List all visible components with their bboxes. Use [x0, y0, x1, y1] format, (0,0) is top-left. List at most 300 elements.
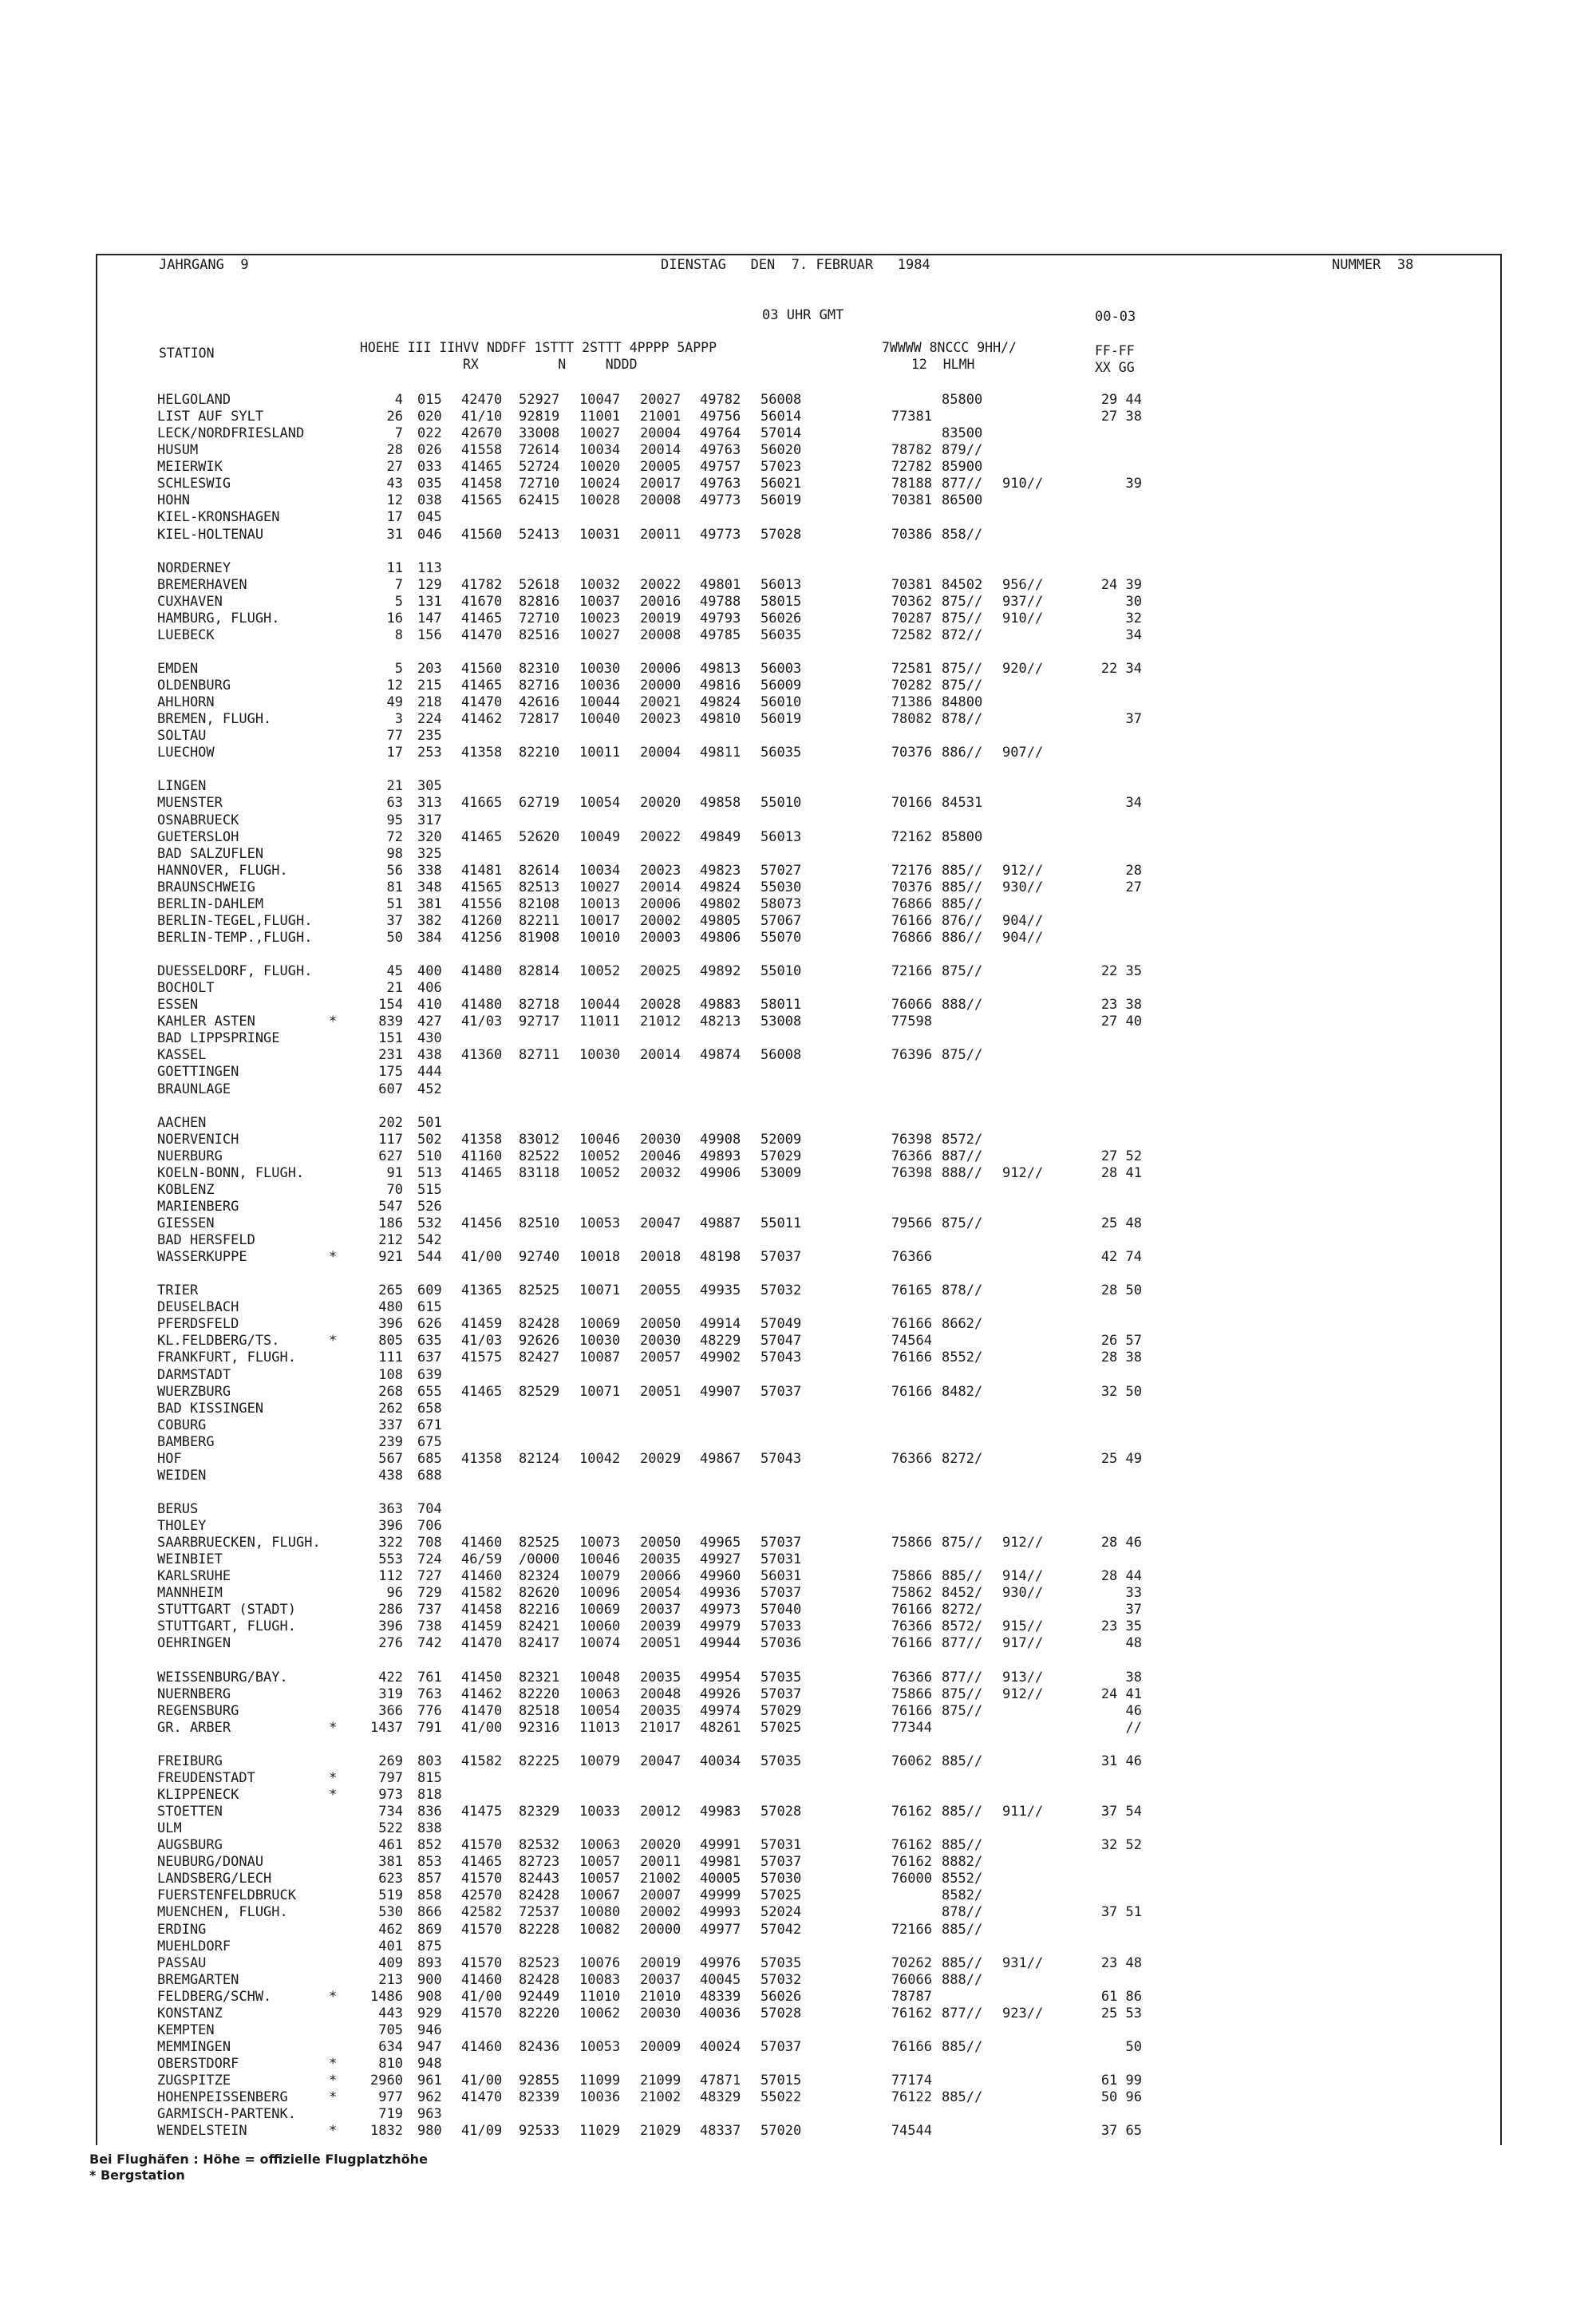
- table-row: [0, 745, 1197, 761]
- group-nddff: 82443: [519, 1871, 560, 1887]
- group-8nccc: 875//: [942, 1686, 983, 1702]
- group-9hh: 912//: [1002, 1164, 1044, 1181]
- group-2sttt: 20066: [640, 1568, 681, 1585]
- group-2sttt: 20019: [640, 1954, 681, 1971]
- altitude: 96: [386, 1585, 403, 1602]
- station-name: DARMSTADT: [157, 1366, 231, 1383]
- group-4pppp: 40036: [700, 2005, 741, 2021]
- group-9hh: 910//: [1002, 476, 1044, 492]
- group-2sttt: 20025: [640, 963, 681, 979]
- group-8nccc: 8572/: [942, 1131, 983, 1148]
- group-7wwww: 76166: [891, 1635, 932, 1652]
- station-name: BERLIN-TEMP.,FLUGH.: [157, 929, 313, 946]
- altitude: 231: [378, 1047, 403, 1064]
- group-4pppp: 49983: [700, 1804, 741, 1820]
- table-row: [0, 1922, 1197, 1938]
- altitude: 175: [378, 1064, 403, 1081]
- table-row: [0, 1165, 1197, 1182]
- altitude: 322: [378, 1535, 403, 1551]
- group-nddff: 82525: [519, 1282, 560, 1299]
- altitude: 63: [386, 795, 403, 812]
- group-5appp: 53008: [760, 1014, 802, 1030]
- altitude: 5: [394, 593, 403, 610]
- group-nddff: 82421: [519, 1618, 560, 1635]
- group-7wwww: 76166: [891, 1702, 932, 1719]
- station-name: HOF: [157, 1450, 182, 1467]
- group-5appp: 57067: [760, 912, 802, 929]
- group-5appp: 57031: [760, 1551, 802, 1568]
- group-nddff: 82417: [519, 1635, 560, 1652]
- group-4pppp: 49782: [700, 392, 741, 408]
- group-8nccc: 885//: [942, 1804, 983, 1820]
- altitude: 111: [378, 1350, 403, 1366]
- altitude: 438: [378, 1467, 403, 1484]
- altitude: 112: [378, 1568, 403, 1585]
- station-name: REGENSBURG: [157, 1702, 239, 1719]
- group-5appp: 58073: [760, 895, 802, 912]
- group-8nccc: 885//: [942, 895, 983, 912]
- group-2sttt: 20014: [640, 1047, 681, 1064]
- table-row: [0, 2022, 1197, 2039]
- station-name: BOCHOLT: [157, 980, 215, 997]
- table-row: [0, 627, 1197, 644]
- group-9hh: 917//: [1002, 1635, 1044, 1652]
- group-5appp: 57037: [760, 1535, 802, 1551]
- station-name: KIEL-KRONSHAGEN: [157, 509, 280, 526]
- station-index: 626: [417, 1316, 442, 1333]
- group-1sttt: 11010: [579, 1988, 621, 2005]
- group-7wwww: 70166: [891, 795, 932, 812]
- group-iihvv: 41458: [461, 476, 503, 492]
- station-name: KIEL-HOLTENAU: [157, 526, 264, 543]
- station-name: WASSERKUPPE: [157, 1249, 247, 1266]
- group-4pppp: 49999: [700, 1887, 741, 1904]
- wind-gusts: 46: [1125, 1702, 1142, 1719]
- station-index: 761: [417, 1669, 442, 1686]
- group-iihvv: 41462: [461, 711, 503, 728]
- mountain-marker: *: [329, 1249, 338, 1266]
- station-index: 203: [417, 661, 442, 677]
- group-4pppp: 49874: [700, 1047, 741, 1064]
- group-5appp: 57047: [760, 1333, 802, 1350]
- group-8nccc: 885//: [942, 1954, 983, 1971]
- altitude: 43: [386, 476, 403, 492]
- station-name: LIST AUF SYLT: [157, 409, 264, 425]
- station-index: 609: [417, 1282, 442, 1299]
- mountain-marker: *: [329, 2055, 338, 2072]
- station-index: 253: [417, 745, 442, 761]
- group-4pppp: 49936: [700, 1585, 741, 1602]
- group-7wwww: 76162: [891, 2005, 932, 2021]
- table-row: [0, 846, 1197, 863]
- group-8nccc: 8572/: [942, 1618, 983, 1635]
- station-name: WUERZBURG: [157, 1383, 231, 1400]
- group-nddff: 82522: [519, 1148, 560, 1164]
- group-nddff: 81908: [519, 929, 560, 946]
- group-iihvv: 41782: [461, 576, 503, 593]
- group-9hh: 907//: [1002, 745, 1044, 761]
- group-iihvv: 41582: [461, 1753, 503, 1769]
- table-row: [0, 425, 1197, 442]
- group-nddff: 72817: [519, 711, 560, 728]
- table-row: [0, 476, 1197, 492]
- group-2sttt: 20021: [640, 694, 681, 711]
- group-1sttt: 10032: [579, 576, 621, 593]
- group-iihvv: 41460: [461, 1535, 503, 1551]
- table-row: [0, 1703, 1197, 1720]
- group-4pppp: 49824: [700, 694, 741, 711]
- table-row: [0, 1585, 1197, 1602]
- group-5appp: 57037: [760, 2038, 802, 2055]
- group-8nccc: 875//: [942, 1215, 983, 1231]
- group-7wwww: 70381: [891, 492, 932, 509]
- group-nddff: 82711: [519, 1047, 560, 1064]
- group-nddff: 33008: [519, 425, 560, 442]
- table-row: [0, 2006, 1197, 2022]
- group-4pppp: 40045: [700, 1971, 741, 1988]
- table-row: [0, 795, 1197, 812]
- altitude: 396: [378, 1618, 403, 1635]
- group-1sttt: 10044: [579, 694, 621, 711]
- group-5appp: 57025: [760, 1887, 802, 1904]
- altitude: 17: [386, 745, 403, 761]
- group-iihvv: 41570: [461, 1954, 503, 1971]
- station-name: KL.FELDBERG/TS.: [157, 1333, 280, 1350]
- station-index: 430: [417, 1030, 442, 1047]
- mountain-marker: *: [329, 2123, 338, 2140]
- footnote-airport: Bei Flughäfen : Höhe = offizielle Flugplatzhöhe: [89, 2152, 428, 2167]
- station-name: MUENSTER: [157, 795, 223, 812]
- station-index: 857: [417, 1871, 442, 1887]
- group-8nccc: 885//: [942, 2038, 983, 2055]
- group-1sttt: 10087: [579, 1350, 621, 1366]
- group-9hh: 930//: [1002, 879, 1044, 895]
- station-header: STATION: [159, 346, 215, 361]
- group-iihvv: 41475: [461, 1804, 503, 1820]
- group-1sttt: 10018: [579, 1249, 621, 1266]
- group-2sttt: 20028: [640, 997, 681, 1014]
- group-8nccc: 875//: [942, 610, 983, 626]
- group-1sttt: 10017: [579, 912, 621, 929]
- group-4pppp: 40005: [700, 1871, 741, 1887]
- station-name: AHLHORN: [157, 694, 215, 711]
- station-name: NUERBURG: [157, 1148, 223, 1164]
- altitude: 212: [378, 1232, 403, 1248]
- group-5appp: 57030: [760, 1871, 802, 1887]
- altitude: 805: [378, 1333, 403, 1350]
- group-8nccc: 887//: [942, 1148, 983, 1164]
- group-8nccc: 875//: [942, 1047, 983, 1064]
- group-2sttt: 20006: [640, 661, 681, 677]
- group-2sttt: 20012: [640, 1804, 681, 1820]
- group-4pppp: 49926: [700, 1686, 741, 1702]
- station-index: 224: [417, 711, 442, 728]
- table-row: [0, 1384, 1197, 1401]
- station-index: 438: [417, 1047, 442, 1064]
- group-7wwww: 79566: [891, 1215, 932, 1231]
- station-index: 033: [417, 459, 442, 476]
- group-1sttt: 10048: [579, 1669, 621, 1686]
- station-index: 858: [417, 1887, 442, 1904]
- table-row: [0, 1148, 1197, 1165]
- altitude: 26: [386, 409, 403, 425]
- altitude: 12: [386, 678, 403, 694]
- group-iihvv: 46/59: [461, 1551, 503, 1568]
- wind-gusts: 22 34: [1100, 661, 1142, 677]
- group-1sttt: 10053: [579, 2038, 621, 2055]
- group-8nccc: 8482/: [942, 1383, 983, 1400]
- group-4pppp: 49935: [700, 1282, 741, 1299]
- group-iihvv: 41556: [461, 895, 503, 912]
- group-2sttt: 20047: [640, 1215, 681, 1231]
- table-row: [0, 1820, 1197, 1837]
- group-2sttt: 20035: [640, 1669, 681, 1686]
- station-index: 026: [417, 442, 442, 459]
- table-row: [0, 611, 1197, 627]
- station-index: 948: [417, 2055, 442, 2072]
- group-nddff: 82529: [519, 1383, 560, 1400]
- group-nddff: 82428: [519, 1316, 560, 1333]
- year-label: JAHRGANG 9: [159, 257, 249, 273]
- station-name: KAHLER ASTEN: [157, 1014, 255, 1030]
- group-7wwww: 70262: [891, 1954, 932, 1971]
- wind-gusts: 42 74: [1100, 1249, 1142, 1266]
- altitude: 286: [378, 1602, 403, 1618]
- group-1sttt: 10052: [579, 1164, 621, 1181]
- table-row: [0, 1047, 1197, 1064]
- group-4pppp: 49944: [700, 1635, 741, 1652]
- date-label: DIENSTAG DEN 7. FEBRUAR 1984: [661, 257, 930, 273]
- table-row: [0, 1618, 1197, 1635]
- group-8nccc: 875//: [942, 963, 983, 979]
- group-nddff: 52618: [519, 576, 560, 593]
- altitude: 7: [394, 576, 403, 593]
- group-iihvv: 41570: [461, 1837, 503, 1854]
- table-row: [0, 678, 1197, 694]
- station-index: 338: [417, 862, 442, 879]
- group-7wwww: 71386: [891, 694, 932, 711]
- station-name: MARIENBERG: [157, 1198, 239, 1215]
- station-name: HOHENPEISSENBERG: [157, 2089, 288, 2106]
- altitude: 797: [378, 1769, 403, 1786]
- altitude: 973: [378, 1787, 403, 1803]
- group-8nccc: 8452/: [942, 1585, 983, 1602]
- group-iihvv: 41/09: [461, 2123, 503, 2140]
- table-row: [0, 1030, 1197, 1047]
- footnote-mountain: * Bergstation: [89, 2168, 185, 2183]
- group-nddff: 82816: [519, 593, 560, 610]
- table-row: [0, 1316, 1197, 1333]
- station-name: KOBLENZ: [157, 1181, 215, 1198]
- altitude: 401: [378, 1938, 403, 1954]
- altitude: 7: [394, 425, 403, 442]
- station-index: 022: [417, 425, 442, 442]
- altitude: 337: [378, 1417, 403, 1433]
- altitude: 319: [378, 1686, 403, 1702]
- station-name: LINGEN: [157, 778, 207, 795]
- group-7wwww: 76398: [891, 1131, 932, 1148]
- altitude: 265: [378, 1282, 403, 1299]
- group-iihvv: 42670: [461, 425, 503, 442]
- altitude: 381: [378, 1854, 403, 1871]
- group-1sttt: 10082: [579, 1921, 621, 1938]
- group-5appp: 57035: [760, 1753, 802, 1769]
- station-name: SCHLESWIG: [157, 476, 231, 492]
- group-9hh: 904//: [1002, 912, 1044, 929]
- altitude: 27: [386, 459, 403, 476]
- station-index: 015: [417, 392, 442, 408]
- wind-gusts: 28: [1125, 862, 1142, 879]
- wind-gusts: 27 38: [1100, 409, 1142, 425]
- group-9hh: 912//: [1002, 1686, 1044, 1702]
- group-1sttt: 10069: [579, 1316, 621, 1333]
- group-8nccc: 84502: [942, 576, 983, 593]
- group-8nccc: 878//: [942, 1904, 983, 1921]
- group-8nccc: 8662/: [942, 1316, 983, 1333]
- group-7wwww: 72166: [891, 1921, 932, 1938]
- group-5appp: 55030: [760, 879, 802, 895]
- altitude: 239: [378, 1433, 403, 1450]
- station-name: OBERSTDORF: [157, 2055, 239, 2072]
- station-index: 763: [417, 1686, 442, 1702]
- table-row: [0, 1720, 1197, 1737]
- group-8nccc: 885//: [942, 1753, 983, 1769]
- group-7wwww: 77344: [891, 1719, 932, 1736]
- group-1sttt: 10023: [579, 610, 621, 626]
- group-4pppp: 48339: [700, 1988, 741, 2005]
- table-row: [0, 527, 1197, 543]
- altitude: 810: [378, 2055, 403, 2072]
- group-4pppp: 49979: [700, 1618, 741, 1635]
- table-row: [0, 1350, 1197, 1366]
- group-4pppp: 49793: [700, 610, 741, 626]
- group-4pppp: 49811: [700, 745, 741, 761]
- table-row: [0, 997, 1197, 1014]
- altitude: 276: [378, 1635, 403, 1652]
- station-name: SAARBRUECKEN, FLUGH.: [157, 1535, 321, 1551]
- group-5appp: 57023: [760, 459, 802, 476]
- group-2sttt: 20057: [640, 1350, 681, 1366]
- group-2sttt: 20046: [640, 1148, 681, 1164]
- group-5appp: 57033: [760, 1618, 802, 1635]
- group-2sttt: 20055: [640, 1282, 681, 1299]
- altitude: 98: [386, 845, 403, 862]
- group-2sttt: 20027: [640, 392, 681, 408]
- group-1sttt: 10071: [579, 1383, 621, 1400]
- group-nddff: 82814: [519, 963, 560, 979]
- group-9hh: 930//: [1002, 1585, 1044, 1602]
- mountain-marker: *: [329, 1333, 338, 1350]
- table-row: [0, 1972, 1197, 1989]
- station-index: 818: [417, 1787, 442, 1803]
- group-4pppp: 48337: [700, 2123, 741, 2140]
- wind-gusts: 28 50: [1100, 1282, 1142, 1299]
- station-index: 131: [417, 593, 442, 610]
- group-iihvv: 41458: [461, 1602, 503, 1618]
- group-4pppp: 49892: [700, 963, 741, 979]
- group-1sttt: 10076: [579, 1954, 621, 1971]
- group-5appp: 55010: [760, 963, 802, 979]
- group-1sttt: 10034: [579, 862, 621, 879]
- group-4pppp: 49902: [700, 1350, 741, 1366]
- wind-gusts: 32 52: [1100, 1837, 1142, 1854]
- group-9hh: 923//: [1002, 2005, 1044, 2021]
- altitude: 95: [386, 812, 403, 828]
- station-name: STOETTEN: [157, 1804, 223, 1820]
- group-5appp: 56019: [760, 492, 802, 509]
- station-name: CUXHAVEN: [157, 593, 223, 610]
- group-iihvv: 41570: [461, 1871, 503, 1887]
- group-2sttt: 20019: [640, 610, 681, 626]
- group-iihvv: 41558: [461, 442, 503, 459]
- altitude: 1832: [370, 2123, 403, 2140]
- wind-gusts: 28 41: [1100, 1164, 1142, 1181]
- mountain-marker: *: [329, 2089, 338, 2106]
- wind-gusts: 27: [1125, 879, 1142, 895]
- group-4pppp: 49816: [700, 678, 741, 694]
- group-1sttt: 11001: [579, 409, 621, 425]
- group-1sttt: 10027: [579, 626, 621, 643]
- station-index: 875: [417, 1938, 442, 1954]
- group-4pppp: 49801: [700, 576, 741, 593]
- group-iihvv: 41256: [461, 929, 503, 946]
- group-nddff: 82321: [519, 1669, 560, 1686]
- group-8nccc: 875//: [942, 1535, 983, 1551]
- group-7wwww: 78082: [891, 711, 932, 728]
- group-2sttt: 21001: [640, 409, 681, 425]
- station-name: DEUSELBACH: [157, 1299, 239, 1316]
- table-row: [0, 1182, 1197, 1199]
- group-7wwww: 76162: [891, 1854, 932, 1871]
- table-row: [0, 509, 1197, 526]
- group-2sttt: 20048: [640, 1686, 681, 1702]
- group-nddff: 42616: [519, 694, 560, 711]
- group-nddff: 92533: [519, 2123, 560, 2140]
- station-name: LANDSBERG/LECH: [157, 1871, 272, 1887]
- group-8nccc: 8272/: [942, 1450, 983, 1467]
- wind-gusts: 27 40: [1100, 1014, 1142, 1030]
- group-5appp: 56021: [760, 476, 802, 492]
- group-iihvv: 42470: [461, 392, 503, 408]
- group-1sttt: 10013: [579, 895, 621, 912]
- station-index: 836: [417, 1804, 442, 1820]
- station-index: 908: [417, 1988, 442, 2005]
- group-7wwww: 75866: [891, 1686, 932, 1702]
- group-iihvv: 41365: [461, 1282, 503, 1299]
- group-iihvv: 41565: [461, 492, 503, 509]
- group-7wwww: 74544: [891, 2123, 932, 2140]
- wind-gusts: 61 86: [1100, 1988, 1142, 2005]
- group-2sttt: 20002: [640, 912, 681, 929]
- group-5appp: 56026: [760, 1988, 802, 2005]
- group-4pppp: 49867: [700, 1450, 741, 1467]
- group-9hh: 915//: [1002, 1618, 1044, 1635]
- group-4pppp: 49806: [700, 929, 741, 946]
- mountain-marker: *: [329, 1719, 338, 1736]
- group-7wwww: 76122: [891, 2089, 932, 2106]
- station-name: LUECHOW: [157, 745, 215, 761]
- table-row: [0, 1955, 1197, 1972]
- group-2sttt: 20030: [640, 1131, 681, 1148]
- group-8nccc: 885//: [942, 1568, 983, 1585]
- group-8nccc: 888//: [942, 1971, 983, 1988]
- group-7wwww: 75866: [891, 1568, 932, 1585]
- group-nddff: 72537: [519, 1904, 560, 1921]
- wind-gusts: 30: [1125, 593, 1142, 610]
- group-7wwww: 76866: [891, 895, 932, 912]
- group-4pppp: 48213: [700, 1014, 741, 1030]
- group-iihvv: 41470: [461, 694, 503, 711]
